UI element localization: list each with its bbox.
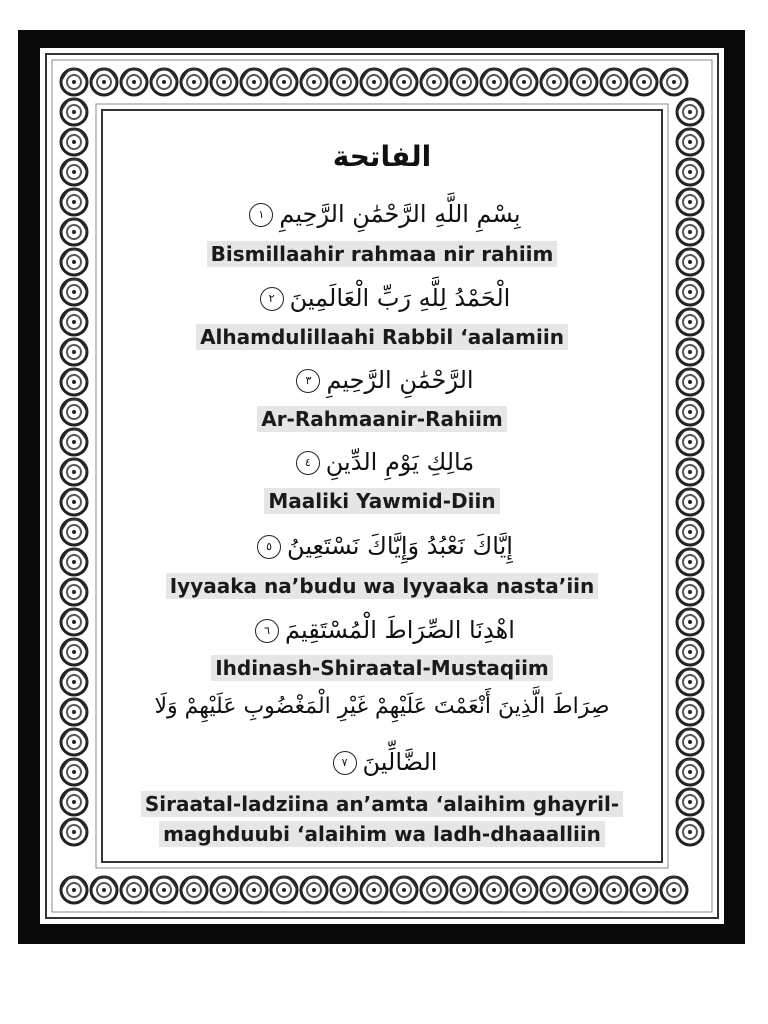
ayah-4-translit-row	[40, 488, 724, 514]
ayah-2-transliteration: Alhamdulillaahi Rabbil ‘aalamiin	[196, 324, 568, 350]
ayah-2-text: الْحَمْدُ لِلَّهِ رَبِّ الْعَالَمِينَ	[289, 284, 511, 312]
ayah-2-arabic	[40, 284, 724, 312]
ayah-7-transliteration-line-1: Siraatal-ladziina an’amta ‘alaihim ghayril-	[141, 791, 623, 817]
ayah-1-number: ١	[249, 203, 273, 227]
ayah-1-arabic	[40, 200, 724, 228]
ayah-6-number: ٦	[255, 619, 279, 643]
ayah-5-number: ٥	[257, 535, 281, 559]
ayah-5-transliteration: Iyyaaka na’budu wa lyyaaka nasta’iin	[166, 573, 599, 599]
ayah-4-transliteration: Maaliki Yawmid-Diin	[264, 488, 499, 514]
ayah-1-transliteration: Bismillaahir rahmaa nir rahiim	[207, 241, 558, 267]
ayah-7-translit-row-1	[40, 791, 724, 817]
ayah-5-translit-row	[40, 573, 724, 599]
ayah-6-translit-row	[40, 655, 724, 681]
ayah-2-number: ٢	[260, 287, 284, 311]
ayah-3-text: الرَّحْمَٰنِ الرَّحِيمِ	[326, 366, 474, 394]
ayah-5-arabic	[40, 532, 724, 560]
page	[40, 48, 724, 924]
ayah-3-translit-row	[40, 406, 724, 432]
ayah-7-text-continued: الضَّالِّينَ	[362, 748, 438, 776]
ayah-1-text: بِسْمِ اللَّهِ الرَّحْمَٰنِ الرَّحِيمِ	[279, 200, 521, 228]
ayah-4-number: ٤	[296, 451, 320, 475]
ayah-5-text: إِيَّاكَ نَعْبُدُ وَإِيَّاكَ نَسْتَعِينُ	[287, 532, 513, 560]
ayah-6-transliteration: Ihdinash-Shiraatal-Mustaqiim	[211, 655, 553, 681]
ayah-4-text: مَالِكِ يَوْمِ الدِّينِ	[325, 448, 475, 476]
ayah-1-translit-row	[40, 241, 724, 267]
ayah-3-arabic	[40, 366, 724, 394]
ayah-3-number: ٣	[296, 369, 320, 393]
ayah-7-translit-row-2	[40, 821, 724, 847]
ayah-4-arabic	[40, 448, 724, 476]
ayah-7-number: ٧	[333, 751, 357, 775]
ayah-6-text: اهْدِنَا الصِّرَاطَ الْمُسْتَقِيمَ	[285, 616, 515, 644]
ayah-7-transliteration-line-2: maghduubi ‘alaihim wa ladh-dhaaalliin	[159, 821, 605, 847]
ayah-7-text: صِرَاطَ الَّذِينَ أَنْعَمْتَ عَلَيْهِمْ غَيْرِ الْمَغْضُوبِ عَلَيْهِمْ وَلَا	[154, 694, 610, 719]
surah-content	[40, 48, 724, 924]
ayah-2-translit-row	[40, 324, 724, 350]
ayah-3-transliteration: Ar-Rahmaanir-Rahiim	[257, 406, 507, 432]
ayah-6-arabic	[40, 616, 724, 644]
ayah-7-arabic-line-1	[40, 694, 724, 719]
ayah-7-arabic-line-2	[40, 748, 724, 776]
surah-title: الفاتحة	[332, 140, 432, 173]
